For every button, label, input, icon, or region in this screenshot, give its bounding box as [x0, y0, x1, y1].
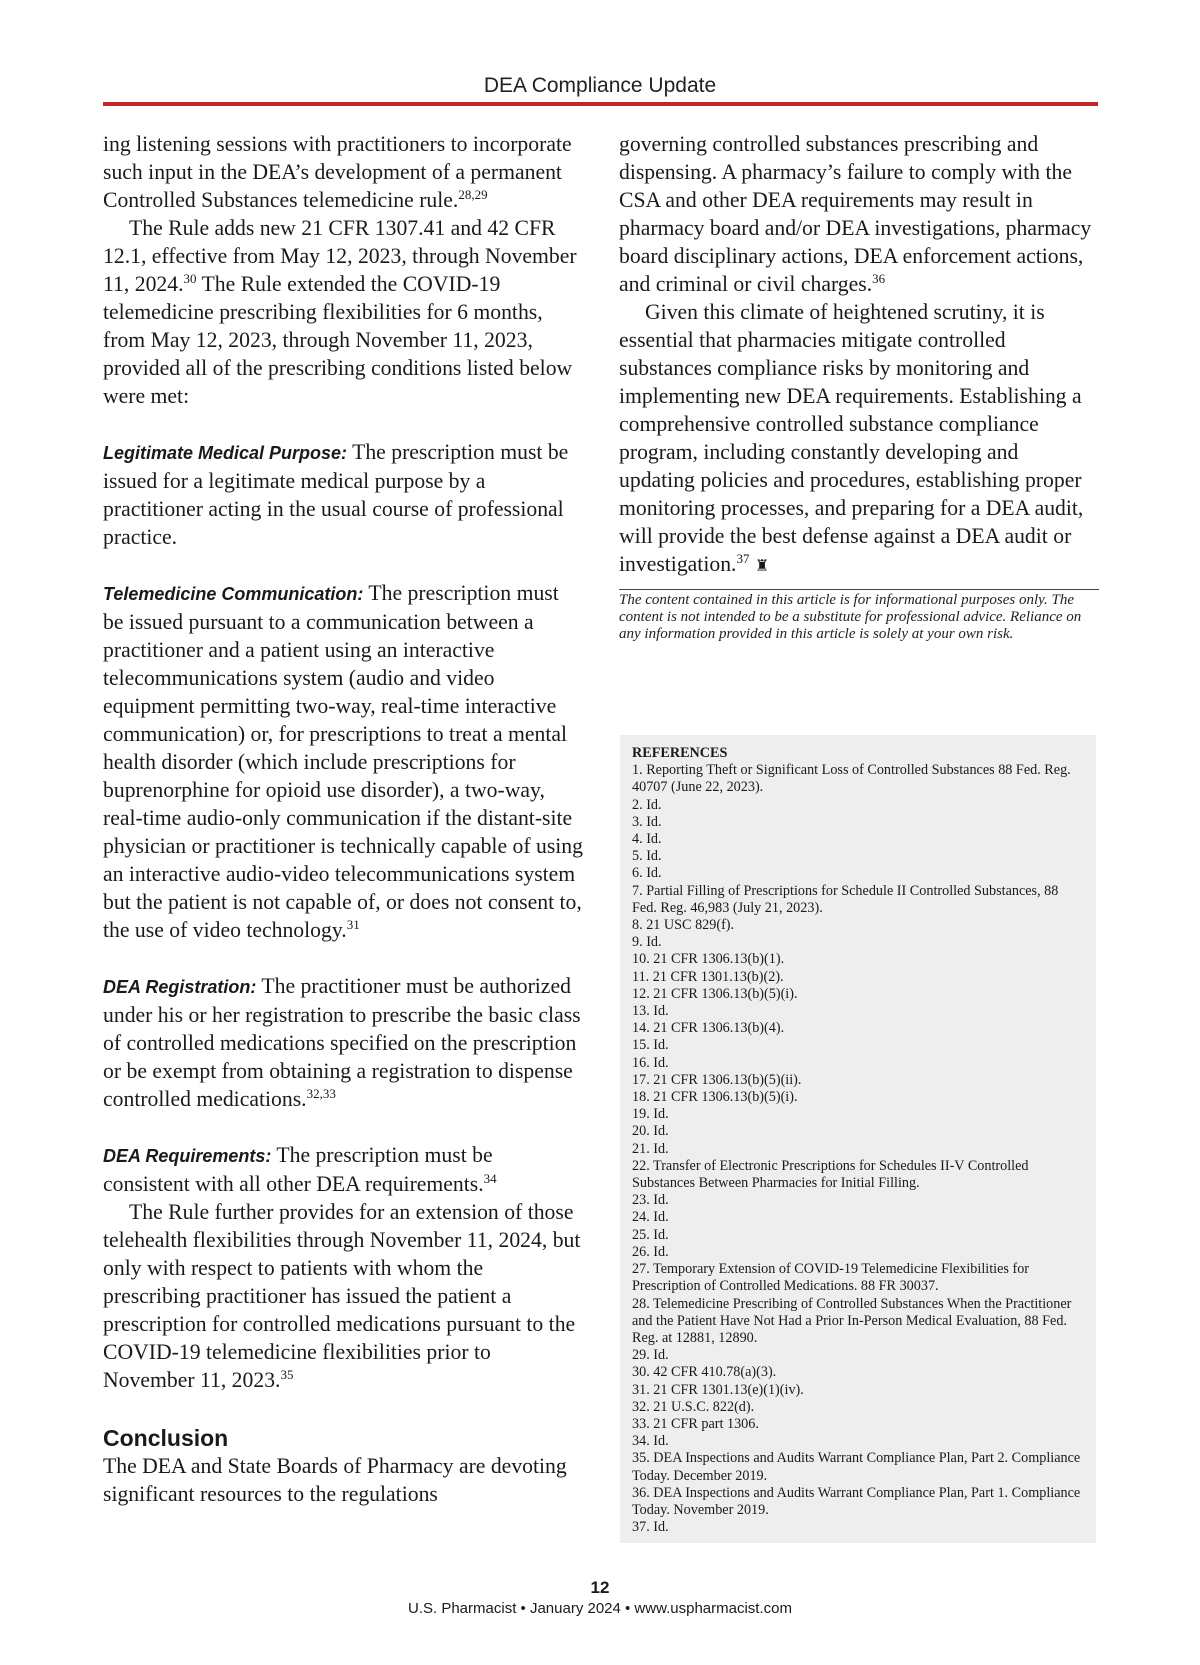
reference-item: 32. 21 U.S.C. 822(d).: [632, 1398, 755, 1415]
disclaimer: The content contained in this article is for informational purposes only. The content is not intended to be a substitute for professional advice. Reliance on any information provided in this article is solely at your own risk.: [619, 589, 1099, 643]
citation: 32,33: [306, 1086, 336, 1101]
paragraph-governing: governing controlled substances prescribing and dispensing. A pharmacy’s failure to comply with the CSA and other DEA requirements may result in pharmacy board and/or DEA investigations, pharmacy board disciplinary actions, DEA enforcement actions, and criminal or civil charges.$^{36}$: [619, 132, 1092, 296]
reference-item: 29. Id.: [632, 1347, 669, 1364]
reference-item: 2. Id.: [632, 796, 662, 813]
reference-item: 16. Id.: [632, 1054, 669, 1071]
reference-item: 24. Id.: [632, 1209, 669, 1226]
reference-item: 35. DEA Inspections and Audits Warrant Compliance Plan, Part 2. Compliance Today. December 2019.: [632, 1450, 1081, 1484]
condition-term: DEA Registration:: [103, 977, 257, 997]
reference-item: 20. Id.: [632, 1123, 669, 1140]
footer-publication-line: U.S. Pharmacist • January 2024 • www.uspharmacist.com: [408, 1600, 792, 1617]
reference-item: 37. Id.: [632, 1519, 669, 1536]
reference-item: 18. 21 CFR 1306.13(b)(5)(i).: [632, 1089, 798, 1106]
condition-term: Legitimate Medical Purpose:: [103, 443, 348, 463]
reference-item: 9. Id.: [632, 934, 662, 951]
reference-item: 36. DEA Inspections and Audits Warrant Compliance Plan, Part 1. Compliance Today. November 2019.: [632, 1484, 1081, 1518]
references-box: [620, 735, 1096, 1543]
reference-item: 31. 21 CFR 1301.13(e)(1)(iv).: [632, 1381, 804, 1398]
references-heading: REFERENCES: [632, 745, 728, 761]
page-number: 12: [590, 1578, 610, 1597]
reference-item: 23. Id.: [632, 1192, 669, 1209]
reference-item: 34. Id.: [632, 1433, 669, 1450]
citation: 34: [483, 1171, 497, 1186]
reference-item: 13. Id.: [632, 1003, 669, 1020]
reference-item: 26. Id.: [632, 1243, 669, 1260]
citation: 28,29: [458, 187, 488, 202]
paragraph-listening-sessions: ing listening sessions with practitioners to incorporate such input in the DEA’s development of a permanent Controlled Substances telemedicine rule.$^{28,29}$: [103, 132, 572, 212]
reference-item: 5. Id.: [632, 848, 662, 865]
citation: 37: [736, 551, 750, 566]
reference-item: 28. Telemedicine Prescribing of Controlled Substances When the Practitioner and the Patient Have Not Had a Prior In-Person Medical Evaluation, 88 Fed. Reg. at 12881, 12890.: [632, 1295, 1072, 1346]
reference-item: 25. Id.: [632, 1226, 669, 1243]
paragraph-conclusion: The DEA and State Boards of Pharmacy are devoting significant resources to the regulations: [103, 1454, 567, 1506]
reference-item: 6. Id.: [632, 865, 662, 882]
reference-item: 22. Transfer of Electronic Prescriptions for Schedules II-V Controlled Substances Between Pharmacies for Initial Filling.: [632, 1157, 1029, 1192]
citation: 30: [183, 271, 197, 286]
end-of-article-icon: ♜: [754, 558, 770, 575]
condition-term: DEA Requirements:: [103, 1146, 272, 1166]
reference-item: 4. Id.: [632, 831, 662, 848]
reference-item: 7. Partial Filling of Prescriptions for Schedule II Controlled Substances, 88 Fed. Reg. 46,983 (July 21, 2023).: [632, 882, 1059, 916]
header-rule: [103, 102, 1098, 106]
left-column: [103, 130, 583, 1508]
paragraph-rule-extension: The Rule further provides for an extension of those telehealth flexibilities through November 11, 2024, but only with respect to patients with whom the prescribing practitioner has issued the patient a prescription for controlled medications pursuant to the COVID-19 telemedicine flexibilities prior to November 11, 2023.35: [103, 1200, 581, 1392]
condition-term: Telemedicine Communication:: [103, 584, 364, 604]
condition-legitimate-medical-purpose: Legitimate Medical Purpose: The prescription must be issued for a legitimate medical purpose by a practitioner acting in the usual course of professional practice.: [103, 440, 569, 549]
reference-item: 19. Id.: [632, 1106, 669, 1123]
reference-item: 14. 21 CFR 1306.13(b)(4).: [632, 1020, 785, 1037]
paragraph-rule-adds: The Rule adds new 21 CFR 1307.41 and 42 CFR 12.1, effective from May 12, 2023, through November 11, 2024.30 The Rule extended the COVID-19 telemedicine prescribing flexibilities for 6 months, from May 12, 2023, through November 11, 2023, provided all of the prescribing conditions listed below were met:: [103, 216, 577, 408]
reference-item: 27. Temporary Extension of COVID-19 Telemedicine Flexibilities for Prescription of Controlled Medications. 88 FR 30037.: [632, 1261, 1030, 1295]
condition-dea-registration: DEA Registration: The practitioner must be authorized under his or her registration to prescribe the basic class of controlled medications specified on the prescription or be exempt from obtaining a registration to dispense controlled medications.$^{32,33}$: [103, 974, 581, 1111]
reference-item: 11. 21 CFR 1301.13(b)(2).: [632, 968, 784, 985]
reference-item: 1. Reporting Theft or Significant Loss of Controlled Substances 88 Fed. Reg. 40707 (June 22, 2023).: [632, 762, 1071, 796]
reference-item: 33. 21 CFR part 1306.: [632, 1415, 759, 1432]
reference-item: 8. 21 USC 829(f).: [632, 917, 735, 934]
condition-telemedicine-communication: Telemedicine Communication: The prescription must be issued pursuant to a communication between a practitioner and a patient using an interactive telecommunications system (audio and video equipment permitting two-way, real-time interactive communication) or, for prescriptions to treat a mental health disorder (which include prescriptions for buprenorphine for opioid use disorder), a two-way, real-time audio-only communication if the distant-site physician or practitioner is technically capable of using an interactive audio-video telecommunications system but the patient is not capable of, or does not consent to, the use of video technology.$^{31}$: [103, 581, 583, 942]
reference-item: 12. 21 CFR 1306.13(b)(5)(i).: [632, 985, 798, 1002]
reference-item: 10. 21 CFR 1306.13(b)(1).: [632, 951, 785, 968]
reference-item: 3. Id.: [632, 813, 662, 830]
reference-item: 15. Id.: [632, 1037, 669, 1054]
references-list: [620, 735, 1096, 1536]
citation: 35: [280, 1367, 294, 1382]
right-column: [619, 130, 1099, 643]
paragraph-heightened-scrutiny: Given this climate of heightened scrutiny, it is essential that pharmacies mitigate controlled substances compliance risks by monitoring and implementing new DEA requirements. Establishing a comprehensive controlled substance compliance program, including constantly developing and updating policies and procedures, establishing proper monitoring processes, and preparing for a DEA audit, will provide the best defense against a DEA audit or investigation.$^{37}$ ♜: [619, 300, 1084, 576]
running-header-title: DEA Compliance Update: [483, 74, 717, 97]
reference-item: 21. Id.: [632, 1140, 669, 1157]
reference-item: 30. 42 CFR 410.78(a)(3).: [632, 1364, 777, 1381]
conclusion-heading: Conclusion: [103, 1425, 229, 1451]
reference-item: 17. 21 CFR 1306.13(b)(5)(ii).: [632, 1071, 802, 1088]
citation: 36: [872, 271, 886, 286]
citation: 31: [346, 917, 360, 932]
condition-dea-requirements: DEA Requirements: The prescription must be consistent with all other DEA requirements.$^{34}$: [103, 1143, 497, 1196]
